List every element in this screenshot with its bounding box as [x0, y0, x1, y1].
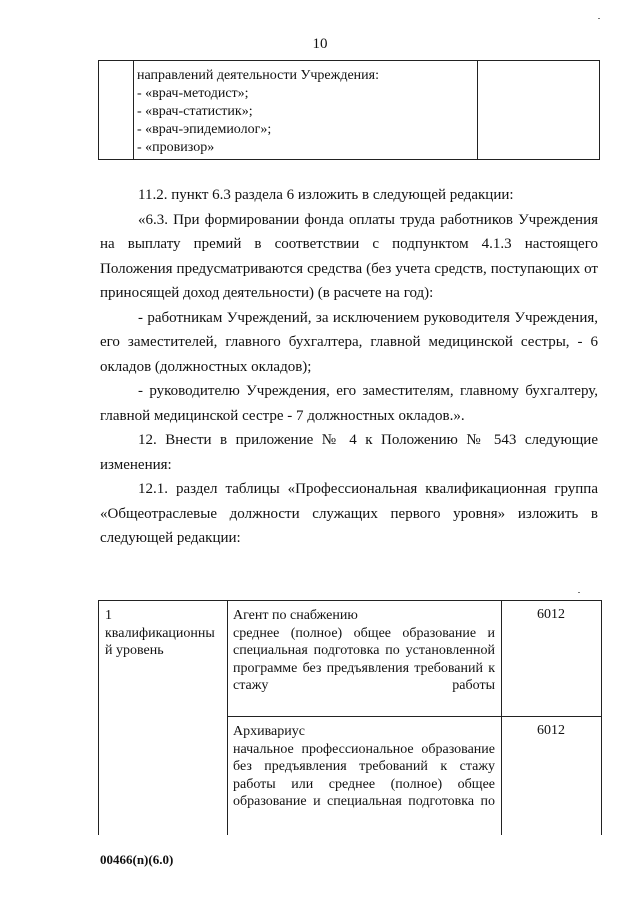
page-number: 10 [312, 36, 328, 52]
paragraph-head: - руководителю Учреждения, его заместителям, главному бухгалтеру, главной медицинской сестре - 7 должностных окладов.». [100, 383, 598, 424]
list-item: направлений деятельности Учреждения: [137, 68, 379, 83]
list-item: - «врач-методист»; [137, 86, 249, 101]
paragraph-workers: - работникам Учреждений, за исключением руководителя Учреждения, его заместителей, главного бухгалтера, главной медицинской сестры, - 6 окладов (должностных окладов); [100, 309, 598, 375]
table-column-divider [133, 61, 134, 159]
document-code: 00466(n)(6.0) [100, 852, 174, 867]
body-text [100, 183, 598, 551]
qualification-table [98, 600, 602, 835]
top-table-cell [137, 67, 477, 157]
table-row [233, 607, 495, 695]
salary-value: 6012 [537, 723, 565, 738]
table-row-divider [227, 716, 601, 717]
scan-speck [578, 592, 580, 593]
paragraph-11-2: 11.2. пункт 6.3 раздела 6 изложить в следующей редакции: [138, 187, 514, 203]
table-column-divider [501, 601, 502, 835]
list-item: - «провизор» [137, 140, 215, 155]
list-item: - «врач-статистик»; [137, 104, 253, 119]
table-column-divider [227, 601, 228, 835]
list-item: - «врач-эпидемиолог»; [137, 122, 272, 137]
scan-speck [598, 18, 600, 19]
paragraph-12-1: 12.1. раздел таблицы «Профессиональная квалификационная группа «Общеотраслевые должности служащих первого уровня» изложить в следующей редакции: [100, 481, 598, 546]
position-title: Архивариус [233, 724, 305, 739]
top-table [98, 60, 600, 160]
paragraph-12: 12. Внести в приложение № 4 к Положению № 543 следующие изменения: [100, 432, 598, 473]
salary-value: 6012 [537, 607, 565, 622]
position-requirements: среднее (полное) общее образование и специальная подготовка по установленной программе без предъявления требований к стажу работы [233, 625, 495, 693]
table-row [233, 723, 495, 811]
position-requirements: начальное профессиональное образование без предъявления требований к стажу работы или среднее (полное) общее образование и специальная подготовка по [233, 741, 495, 809]
table-column-divider [477, 61, 478, 159]
paragraph-6-3: «6.3. При формировании фонда оплаты труда работников Учреждения на выплату премий в соответствии с подпунктом 4.1.3 настоящего Положения предусматриваются средства (без учета средств, поступающих от приносящей доход деятельности) (в расчете на год): [100, 211, 598, 301]
qualification-level: 1 квалификационны й уровень [105, 608, 215, 658]
position-title: Агент по снабжению [233, 608, 358, 623]
